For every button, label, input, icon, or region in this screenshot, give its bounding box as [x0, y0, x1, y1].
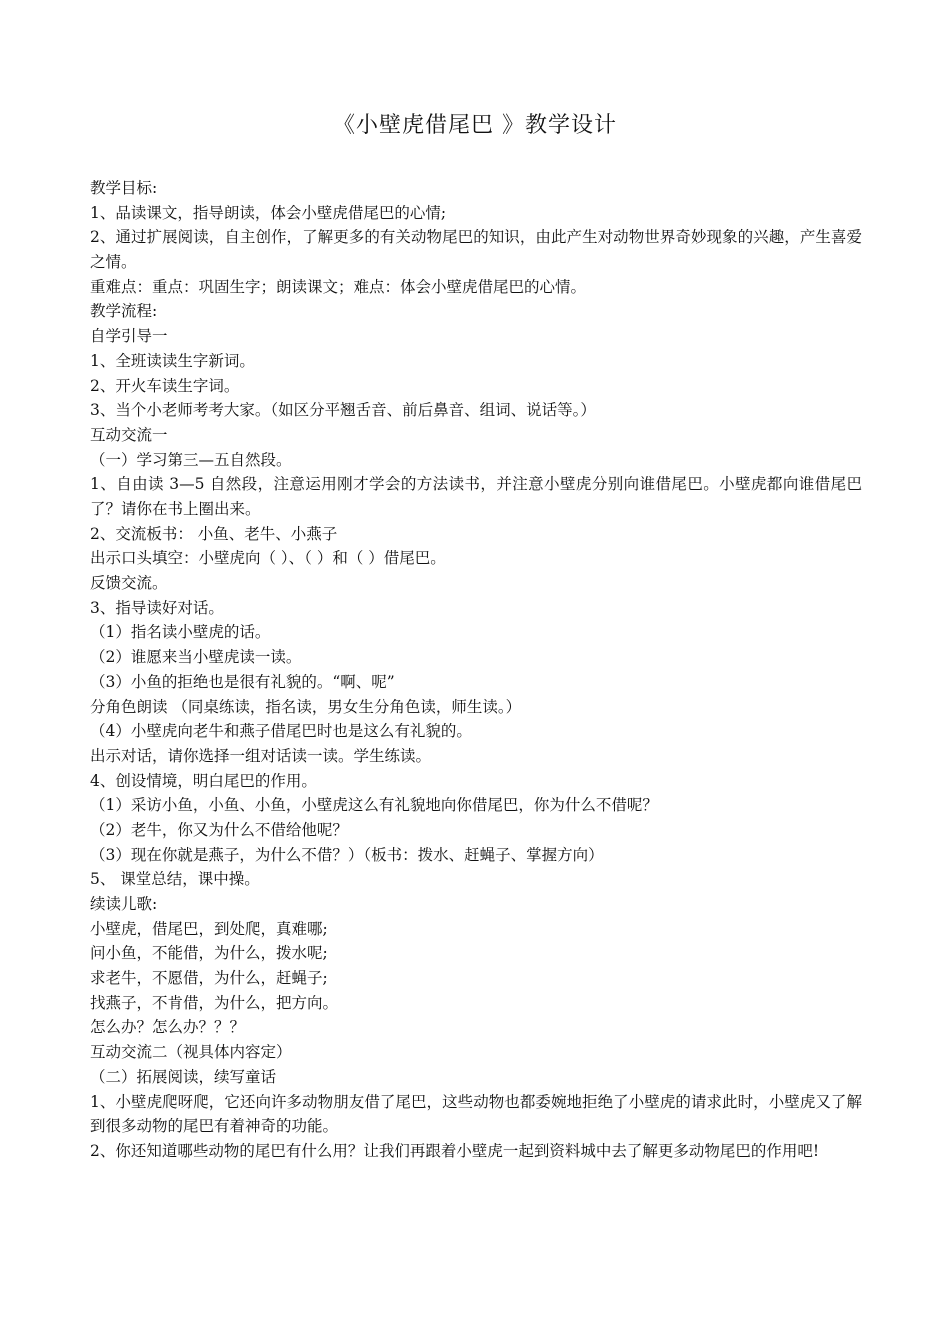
step-item: 2、交流板书： 小鱼、老牛、小燕子	[90, 524, 338, 543]
step-item: （1）指名读小壁虎的话。	[90, 623, 271, 642]
step-item: （3）小鱼的拒绝也是很有礼貌的。“啊、呢”	[90, 672, 395, 691]
step-heading: 自学引导一	[90, 327, 168, 346]
step-item: （2）谁愿来当小壁虎读一读。	[90, 648, 302, 667]
rhyme-line: 求老牛，不愿借，为什么，赶蝇子;	[90, 969, 328, 988]
section-heading-objectives: 教学目标:	[90, 179, 158, 197]
rhyme-line: 小壁虎，借尾巴，到处爬，真难哪;	[90, 919, 328, 938]
section-heading-process: 教学流程:	[90, 302, 158, 321]
document-title: 《小壁虎借尾巴 》教学设计	[333, 113, 617, 138]
step-item: 出示对话，请你选择一组对话读一读。学生练读。	[90, 746, 432, 765]
step-item: 反馈交流。	[90, 574, 168, 593]
step-item: 分角色朗读 （同桌练读，指名读，男女生分角色读，师生读。）	[90, 697, 522, 716]
fill-in-blank: 出示口头填空：小壁虎向（ ）、（ ）和（ ）借尾巴。	[90, 549, 446, 568]
rhyme-heading: 续读儿歌:	[90, 895, 158, 913]
step-item: 3、指导读好对话。	[90, 598, 224, 617]
objective-item: 1、品读课文，指导朗读，体会小壁虎借尾巴的心情;	[90, 203, 447, 222]
key-points: 重难点：重点：巩固生字；朗读课文；难点：体会小壁虎借尾巴的心情。	[90, 277, 587, 296]
step-item: 5、 课堂总结，课中操。	[90, 870, 260, 889]
sub-heading: （一）学习第三—五自然段。	[90, 450, 292, 469]
document-body	[90, 176, 862, 1164]
step-item: 2、你还知道哪些动物的尾巴有什么用？让我们再跟着小壁虎一起到资料城中去了解更多动物尾巴的作用吧!	[90, 1141, 820, 1160]
step-item: 4、创设情境，明白尾巴的作用。	[90, 771, 317, 790]
rhyme-line: 找燕子，不肯借，为什么，把方向。	[90, 993, 339, 1012]
rhyme-line: 问小鱼，不能借，为什么，拨水呢;	[90, 944, 328, 963]
step-item: （2）老牛，你又为什么不借给他呢？	[90, 820, 348, 839]
sub-heading: （二）拓展阅读，续写童话	[90, 1067, 277, 1086]
rhyme-line: 怎么办？怎么办？？？	[90, 1018, 246, 1037]
objective-item: 2、通过扩展阅读，自主创作，了解更多的有关动物尾巴的知识，由此产生对动物世界奇妙现象的兴趣，产生喜爱之情。	[90, 228, 862, 272]
step-heading: 互动交流二（视具体内容定）	[90, 1043, 292, 1062]
step-heading: 互动交流一	[90, 425, 168, 444]
step-item: （3）现在你就是燕子，为什么不借？）（板书：拨水、赶蝇子、掌握方向）	[90, 845, 604, 864]
step-item: 1、小壁虎爬呀爬，它还向许多动物朋友借了尾巴，这些动物也都委婉地拒绝了小壁虎的请求此时，小壁虎又了解到很多动物的尾巴有着神奇的功能。	[90, 1092, 862, 1136]
step-item: （1）采访小鱼，小鱼、小鱼，小壁虎这么有礼貌地向你借尾巴，你为什么不借呢？	[90, 796, 658, 815]
step-item: （4）小壁虎向老牛和燕子借尾巴时也是这么有礼貌的。	[90, 722, 472, 741]
step-item: 3、当个小老师考考大家。（如区分平翘舌音、前后鼻音、组词、说话等。）	[90, 401, 596, 420]
step-item: 2、开火车读生字词。	[90, 376, 240, 395]
step-item: 1、全班读读生字新词。	[90, 351, 255, 370]
step-item: 1、自由读 3—5 自然段，注意运用刚才学会的方法读书，并注意小壁虎分别向谁借尾巴。小壁虎都向谁借尾巴了？请你在书上圈出来。	[90, 475, 862, 518]
